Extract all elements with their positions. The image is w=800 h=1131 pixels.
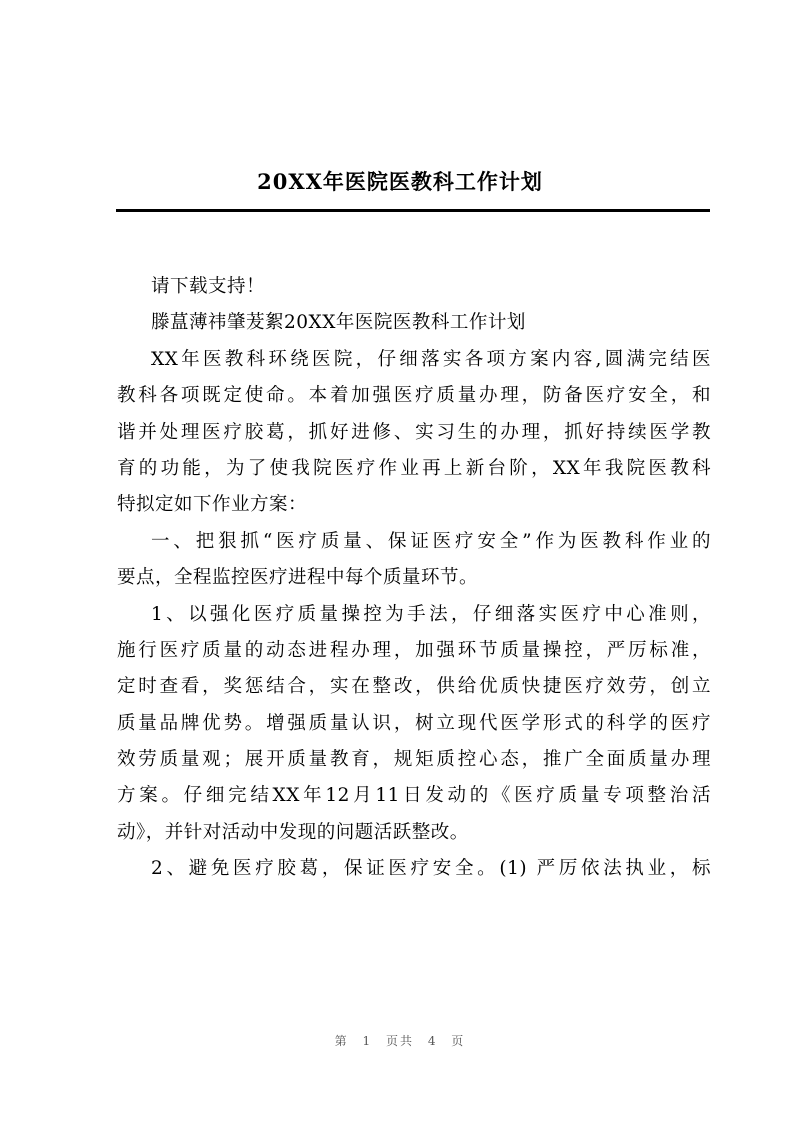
- body-line: 方案。仔细完结XX年12月11日发动的《医疗质量专项整治活: [117, 785, 711, 807]
- footer-middle: 页共: [385, 1034, 414, 1048]
- body-line: 质量品牌优势。增强质量认识，树立现代医学形式的科学的医疗: [117, 712, 711, 734]
- body-line: 谐并处理医疗胶葛，抓好进修、实习生的办理，抓好持续医学教: [117, 421, 711, 443]
- document-title: 20XX年医院医教科工作计划: [257, 169, 543, 194]
- body-line: 一、把狠抓“医疗质量、保证医疗安全”作为医教科作业的: [151, 530, 711, 552]
- body-line: 滕蒀薄祎肇茇絮20XX年医院医教科工作计划: [151, 312, 526, 334]
- footer-suffix: 页: [451, 1034, 466, 1048]
- body-line: 2、避免医疗胶葛，保证医疗安全。(1) 严厉依法执业，标: [151, 858, 711, 880]
- body-line: XX年医教科环绕医院，仔细落实各项方案内容,圆满完结医: [151, 348, 711, 370]
- footer-prefix: 第: [334, 1034, 349, 1048]
- footer-total-pages: 4: [427, 1034, 438, 1048]
- body-line: 育的功能，为了使我院医疗作业再上新台阶，XX年我院医教科: [117, 457, 711, 479]
- body-line: 动》，并针对活动中发现的问题活跃整改。: [117, 821, 469, 843]
- footer-page-number: 1: [362, 1034, 373, 1048]
- body-line: 定时查看，奖惩结合，实在整改，供给优质快捷医疗效劳，创立: [117, 676, 711, 698]
- body-line: 施行医疗质量的动态进程办理，加强环节质量操控，严厉标准，: [117, 639, 711, 661]
- title-rule: [116, 209, 710, 212]
- page-footer: [0, 1032, 800, 1049]
- body-line: 效劳质量观；展开质量教育，规矩质控心态，推广全面质量办理: [117, 749, 711, 771]
- body-line: 特拟定如下作业方案：: [117, 494, 308, 516]
- body-line: 要点，全程监控医疗进程中每个质量环节。: [117, 567, 479, 589]
- body-line: 教科各项既定使命。本着加强医疗质量办理，防备医疗安全，和: [117, 385, 711, 407]
- body-line: 1、以强化医疗质量操控为手法，仔细落实医疗中心准则，: [151, 603, 711, 625]
- document-body: [117, 269, 711, 888]
- body-line: 请下载支持！: [151, 276, 266, 297]
